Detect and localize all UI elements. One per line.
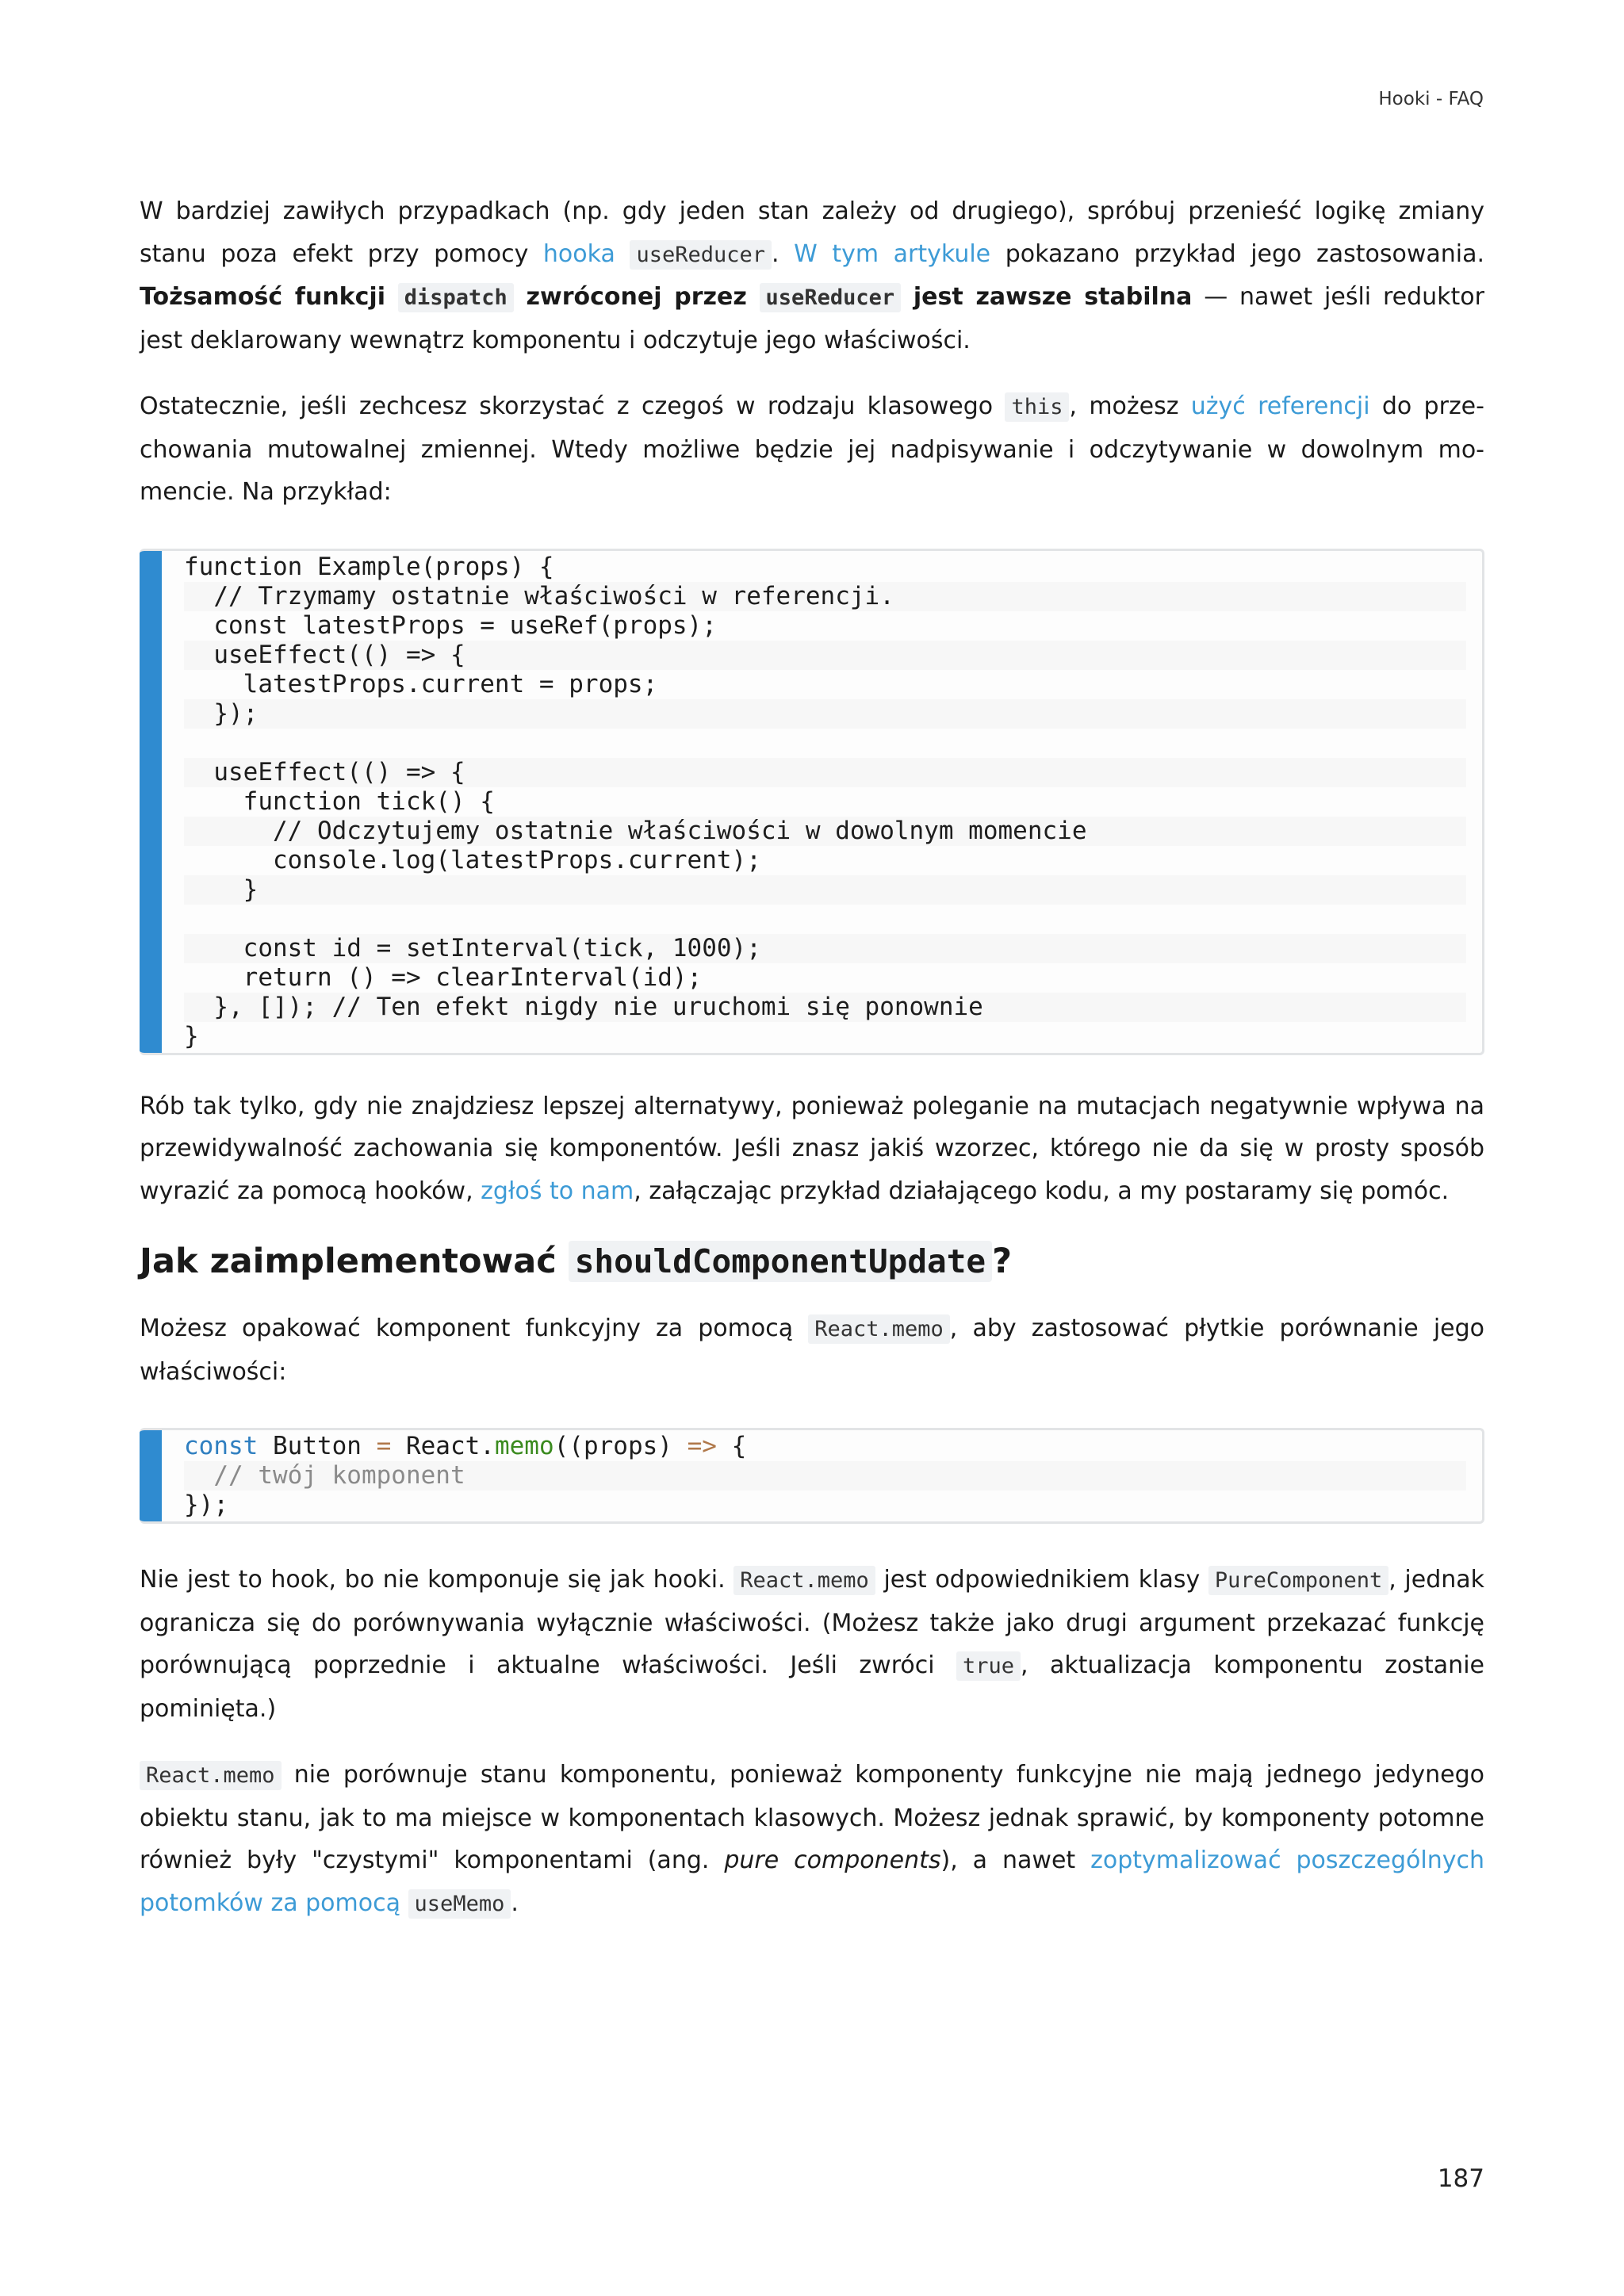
code-line: // twój komponent [184, 1461, 1466, 1490]
code-line: useEffect(() => { [184, 641, 1466, 670]
code-line: }); [184, 1490, 228, 1519]
paragraph-usereducer: W bardziej zawiłych przypadkach (np. gdy jeden stan zależy od drugiego), spróbuj przenieść logikę zmiany stanu poza efekt przy pomocy hooka useReducer . W tym artykule pokazano przykład jego zastosowania. Tożsamość funkcji dispatch zwróconej przez useReducer jest zawsze stabilna — nawet jeśli reduktor jest deklarowany wewnątrz komponentu i odczytuje jego właściwości. [140, 197, 1485, 354]
code-block-button [140, 1428, 1484, 1524]
inline-code-react-memo: React.memo [808, 1314, 950, 1344]
inline-code-dispatch: dispatch [398, 283, 514, 312]
code-line: useEffect(() => { [184, 758, 1466, 787]
inline-code-react-memo-2: React.memo [733, 1566, 875, 1595]
paragraph-mutation-warning: Rób tak tylko, gdy nie znajdziesz lepszej alternatywy, ponieważ poleganie na mutacjach negatywnie wpływa na przewidywalność zachowania się komponentów. Jeśli znasz jakiś wzorzec, którego nie da się w prosty sposób wyrazić za pomocą hooków, zgłoś to nam, załączając przykład działającego kodu, a my postaramy się pomóc. [140, 1092, 1484, 1205]
inline-code-usereducer: useReducer [630, 240, 772, 270]
paragraph-refs: Ostatecznie, jeśli zechcesz skorzystać z czegoś w rodzaju klasowego this , możesz użyć referencji do przechowania mutowalnej zmiennej. Wtedy możliwe będzie jej nadpisywanie i odczytywanie w dowolnym momencie. Na przykład: [140, 392, 1484, 506]
code-line: const Button = React.memo((props) => { [184, 1432, 747, 1460]
inline-code-react-memo-3: React.memo [140, 1761, 282, 1790]
heading-code: shouldComponentUpdate [569, 1241, 992, 1282]
link-optimize-children[interactable]: zoptymalizować poszczególnych potomków za pomocą [140, 1846, 1484, 1917]
code-line: } [184, 1021, 199, 1050]
code-line: }); [184, 699, 1466, 729]
code-line: // Odczytujemy ostatnie właściwości w dowolnym momencie [184, 817, 1466, 846]
code-line: function tick() { [184, 786, 495, 816]
link-use-refs[interactable]: użyć referencji [1190, 392, 1370, 420]
inline-code-purecomponent: PureComponent [1208, 1566, 1388, 1595]
paragraph-purecomponent: Nie jest to hook, bo nie komponuje się jak hooki. React.memo jest odpowiednikiem klasy PureComponent , jednak ogranicza się do porównywania wyłącznie właściwości. (Możesz także jako drugi argument przekazać funkcję porównującą poprzednie i aktualne właściwości. Jeśli zwróci true , aktualizacja komponentu zostanie pominięta.) [140, 1566, 1485, 1723]
inline-code-true: true [956, 1651, 1021, 1681]
inline-code-this: this [1005, 392, 1069, 422]
code-line: console.log(latestProps.current); [184, 845, 761, 874]
code-line: latestProps.current = props; [184, 669, 658, 698]
paragraph-react-memo: Możesz opakować komponent funkcyjny za pomocą React.memo , aby zastosować płytkie porównanie jego właściwości: [140, 1314, 1485, 1386]
code-lines [140, 551, 1482, 1053]
code-block-example [140, 549, 1484, 1055]
code-line: const latestProps = useRef(props); [184, 610, 717, 640]
bold-dispatch-statement: Tożsamość funkcji dispatch zwróconej przez useReducer jest zawsze stabilna [140, 283, 1193, 311]
code-line: // Trzymamy ostatnie właściwości w referencji. [184, 582, 1466, 611]
paragraph-state-comparison: React.memo nie porównuje stanu komponentu, ponieważ komponenty funkcyjne nie mają jednego jedynego obiektu stanu, jak to ma miejsce w komponentach klasowych. Możesz jednak sprawić, by komponenty potomne również były "czystymi" komponentami (ang. pure components), a nawet zoptymalizować poszczególnych potomków za pomocą useMemo . [140, 1761, 1484, 1917]
emphasis-pure-components: pure components [724, 1846, 941, 1874]
link-report-to-us[interactable]: zgłoś to nam [481, 1177, 634, 1205]
running-header: Hooki - FAQ [1378, 89, 1484, 109]
page-number: 187 [1437, 2164, 1484, 2193]
section-heading: Jak zaimplementować shouldComponentUpdate ? [140, 1242, 1013, 1281]
page-content [140, 190, 1484, 1925]
code-line: return () => clearInterval(id); [184, 962, 703, 992]
code-line: const id = setInterval(tick, 1000); [184, 934, 1466, 963]
inline-code-usememo: useMemo [408, 1889, 511, 1919]
code-line: }, []); // Ten efekt nigdy nie uruchomi się ponownie [184, 993, 1466, 1022]
link-hooka[interactable]: hooka [542, 239, 615, 268]
code-line: function Example(props) { [184, 552, 554, 581]
code-line: } [184, 875, 1466, 905]
code-lines [140, 1430, 1482, 1521]
inline-code-usereducer-2: useReducer [760, 283, 902, 312]
link-article[interactable]: W tym artykule [794, 239, 991, 268]
